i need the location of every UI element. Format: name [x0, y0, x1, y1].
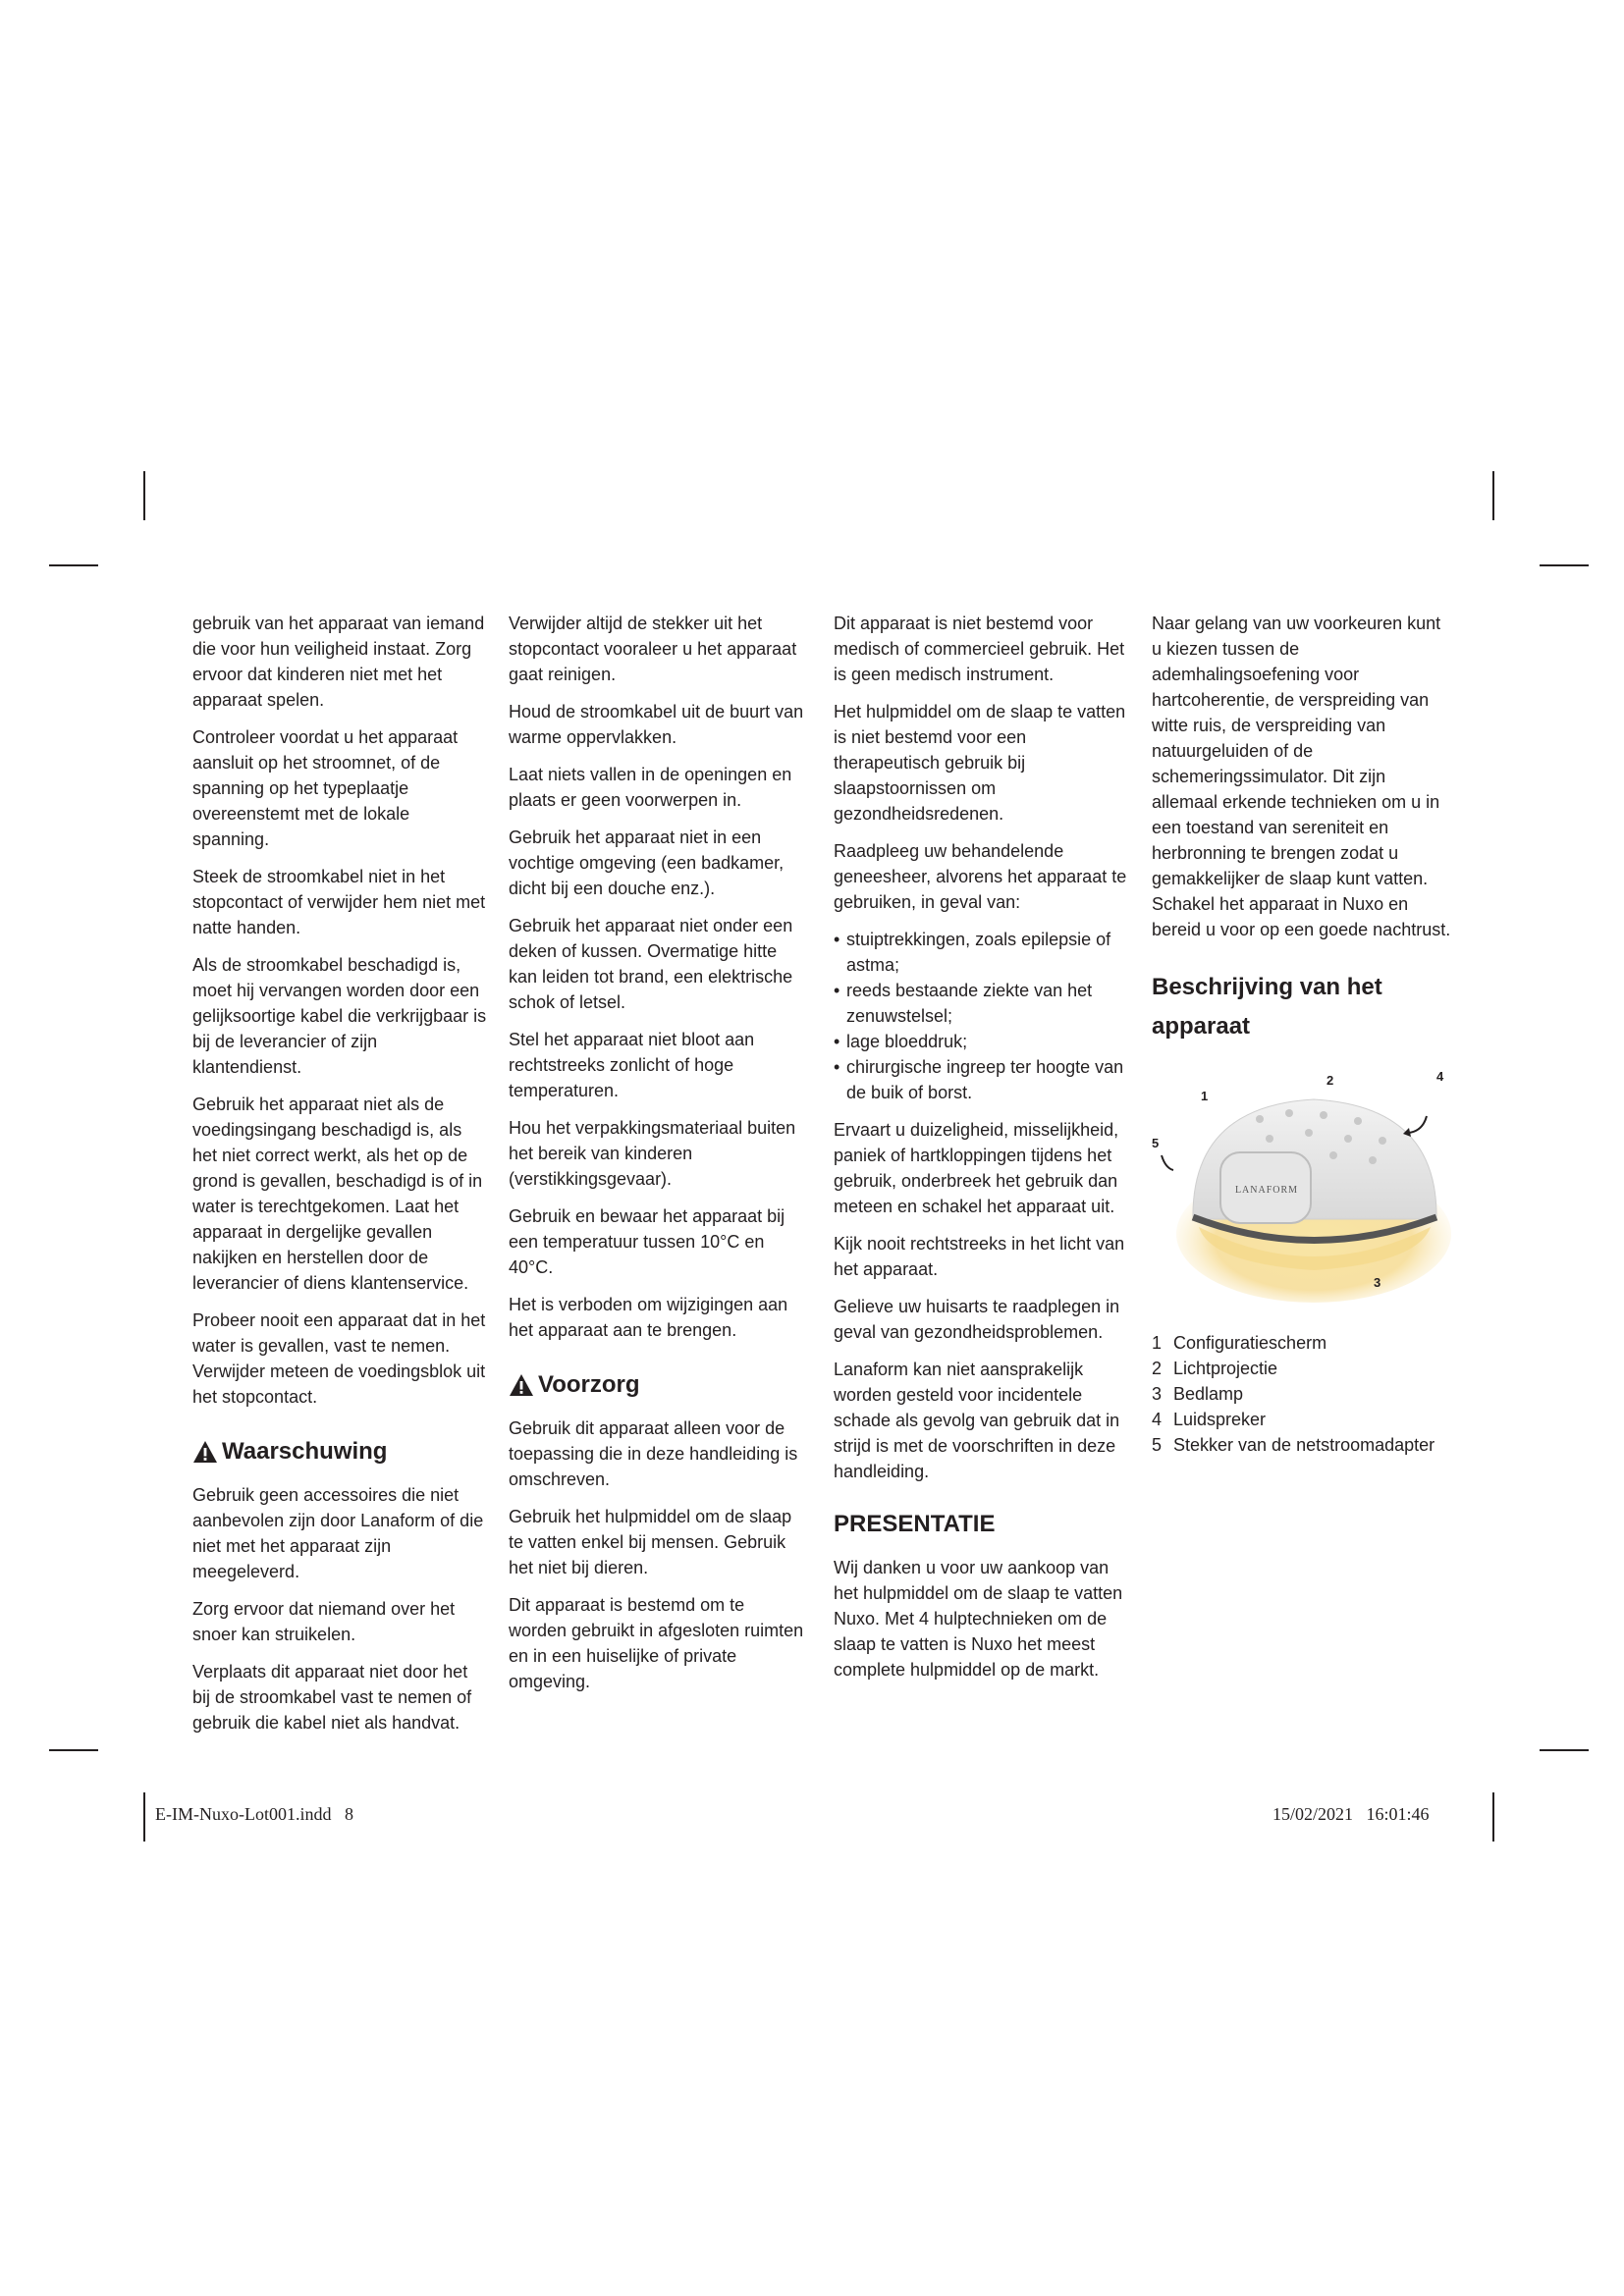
crop-mark-tl-horizontal — [49, 564, 98, 566]
paragraph: Gebruik het apparaat niet als de voedingsingang beschadigd is, als het niet correct werkt, als het op de grond is gevallen, beschadigd is of in water is terechtgekomen. Laat het apparaat in dergelijke gevallen nakijken en herstellen door de leverancier of diens klantenservice. — [192, 1095, 483, 1293]
paragraph: Steek de stroomkabel niet in het stopcontact of verwijder hem niet met natte handen. — [192, 867, 486, 937]
paragraph: Laat niets vallen in de openingen en plaats er geen voorwerpen in. — [509, 765, 792, 810]
paragraph: Gebruik het apparaat niet onder een deken of kussen. Overmatige hitte kan leiden tot brand, een elektrische schok of letsel. — [509, 916, 793, 1012]
paragraph: Dit apparaat is niet bestemd voor medisch of commercieel gebruik. Het is geen medisch instrument. — [834, 614, 1125, 684]
column-1 — [192, 611, 487, 1747]
paragraph: Hou het verpakkingsmateriaal buiten het bereik van kinderen (verstikkingsgevaar). — [509, 1118, 796, 1189]
list-item: 4 Luidspreker — [1152, 1410, 1267, 1429]
column-3 — [834, 611, 1134, 1694]
paragraph: Probeer nooit een apparaat dat in het water is gevallen, vast te nemen. Verwijder meteen de voedingsblok uit het stopcontact. — [192, 1310, 486, 1407]
paragraph: Kijk nooit rechtstreeks in het licht van het apparaat. — [834, 1234, 1125, 1279]
presentation-heading: PRESENTATIE — [834, 1511, 996, 1537]
paragraph: Gebruik geen accessoires die niet aanbevolen zijn door Lanaform of die niet met het apparaat zijn meegeleverd. — [192, 1485, 484, 1581]
paragraph: Stel het apparaat niet bloot aan rechtstreeks zonlicht of hoge temperaturen. — [509, 1030, 755, 1100]
list-item: 5 Stekker van de netstroomadapter — [1152, 1435, 1435, 1455]
device-brand-label: LANAFORM — [1234, 1185, 1299, 1196]
paragraph: Als de stroomkabel beschadigd is, moet hij vervangen worden door een gelijksoortige kabel die verkrijgbaar is bij de leverancier of zijn klantendienst. — [192, 955, 487, 1077]
device-illustration — [1152, 1062, 1452, 1312]
paragraph: Lanaform kan niet aansprakelijk worden gesteld voor incidentele schade als gevolg van gebruik dat in strijd is met de voorschriften in deze handleiding. — [834, 1360, 1120, 1481]
list-item: • chirurgische ingreep ter hoogte van de buik of borst. — [834, 1054, 1134, 1105]
paragraph: Verplaats dit apparaat niet door het bij de stroomkabel vast te nemen of gebruik die kabel niet als handvat. — [192, 1662, 472, 1733]
paragraph: Gebruik het hulpmiddel om de slaap te vatten enkel bij mensen. Gebruik het niet bij dieren. — [509, 1507, 792, 1577]
list-item: • lage bloeddruk; — [834, 1029, 1134, 1054]
list-item: 1 Configuratiescherm — [1152, 1333, 1327, 1353]
condition-list — [834, 927, 1134, 1105]
paragraph: Gebruik dit apparaat alleen voor de toepassing die in deze handleiding is omschreven. — [509, 1418, 798, 1489]
paragraph: Controleer voordat u het apparaat aansluit op het stroomnet, of de spanning op het typeplaatje overeenstemt met de lokale spanning. — [192, 727, 459, 849]
paragraph: Raadpleeg uw behandelende geneesheer, alvorens het apparaat te gebruiken, in geval van: — [834, 841, 1127, 912]
paragraph: Het is verboden om wijzigingen aan het apparaat aan te brengen. — [509, 1295, 788, 1340]
list-item: 2 Lichtprojectie — [1152, 1359, 1278, 1378]
crop-mark-br-horizontal — [1540, 1749, 1589, 1751]
paragraph: Gebruik het apparaat niet in een vochtige omgeving (een badkamer, dicht bij een douche enz.). — [509, 828, 785, 898]
column-4 — [1152, 611, 1452, 1458]
callout-5: 5 — [1152, 1136, 1160, 1150]
paragraph: Houd de stroomkabel uit de buurt van warme oppervlakken. — [509, 702, 804, 747]
paragraph: Het hulpmiddel om de slaap te vatten is niet bestemd voor een therapeutisch gebruik bij slaapstoornissen om gezondheidsredenen. — [834, 702, 1126, 824]
paragraph: Gebruik en bewaar het apparaat bij een temperatuur tussen 10°C en 40°C. — [509, 1206, 785, 1277]
crop-mark-tl-vertical — [143, 471, 145, 520]
description-heading: Beschrijving van het apparaat — [1152, 974, 1382, 1040]
paragraph: Zorg ervoor dat niemand over het snoer kan struikelen. — [192, 1599, 456, 1644]
callout-4: 4 — [1436, 1069, 1444, 1084]
footer-file-name: E-IM-Nuxo-Lot001.indd 8 — [155, 1804, 353, 1824]
paragraph: Dit apparaat is bestemd om te worden gebruikt in afgesloten ruimten en in een huiselijke of private omgeving. — [509, 1595, 804, 1691]
callout-1: 1 — [1201, 1089, 1209, 1103]
parts-list — [1152, 1330, 1452, 1458]
column-2 — [509, 611, 805, 1706]
paragraph: Naar gelang van uw voorkeuren kunt u kiezen tussen de ademhalingsoefening voor hartcoherentie, de verspreiding van witte ruis, de verspreiding van natuurgeluiden of de schemeringssimulator. Dit zijn allemaal erkende technieken om u in een toestand van sereniteit en herbronning te brengen zodat u gemakkelijker de slaap kunt vatten. Schakel het apparaat in Nuxo en bereid u voor op een goede nachtrust. — [1152, 614, 1451, 939]
callout-3: 3 — [1374, 1275, 1381, 1290]
crop-mark-tr-horizontal — [1540, 564, 1589, 566]
caution-heading — [509, 1370, 805, 1400]
crop-mark-tr-vertical — [1492, 471, 1494, 520]
crop-mark-br-vertical — [1492, 1792, 1494, 1842]
crop-mark-bl-horizontal — [49, 1749, 98, 1751]
warning-triangle-icon — [192, 1439, 218, 1465]
list-item: 3 Bedlamp — [1152, 1384, 1244, 1404]
list-item: • reeds bestaande ziekte van het zenuwstelsel; — [834, 978, 1134, 1029]
paragraph: gebruik van het apparaat van iemand die voor hun veiligheid instaat. Zorg ervoor dat kinderen niet met het apparaat spelen. — [192, 614, 485, 710]
list-item: • stuiptrekkingen, zoals epilepsie of astma; — [834, 927, 1134, 978]
warning-heading-text: Waarschuwing — [222, 1438, 388, 1465]
paragraph: Gelieve uw huisarts te raadplegen in geval van gezondheidsproblemen. — [834, 1297, 1120, 1342]
crop-mark-bl-vertical — [143, 1792, 145, 1842]
warning-heading — [192, 1437, 487, 1467]
callout-2: 2 — [1326, 1073, 1334, 1088]
paragraph: Wij danken u voor uw aankoop van het hulpmiddel om de slaap te vatten Nuxo. Met 4 hulptechnieken om de slaap te vatten is Nuxo het meest complete hulpmiddel op de markt. — [834, 1558, 1123, 1680]
warning-triangle-icon — [509, 1372, 534, 1398]
paragraph: Ervaart u duizeligheid, misselijkheid, paniek of hartkloppingen tijdens het gebruik, onderbreek het gebruik dan meteen en schakel het apparaat uit. — [834, 1120, 1119, 1216]
paragraph: Verwijder altijd de stekker uit het stopcontact vooraleer u het apparaat gaat reinigen. — [509, 614, 797, 684]
caution-heading-text: Voorzorg — [538, 1371, 640, 1398]
footer-timestamp: 15/02/2021 16:01:46 — [1272, 1804, 1430, 1824]
